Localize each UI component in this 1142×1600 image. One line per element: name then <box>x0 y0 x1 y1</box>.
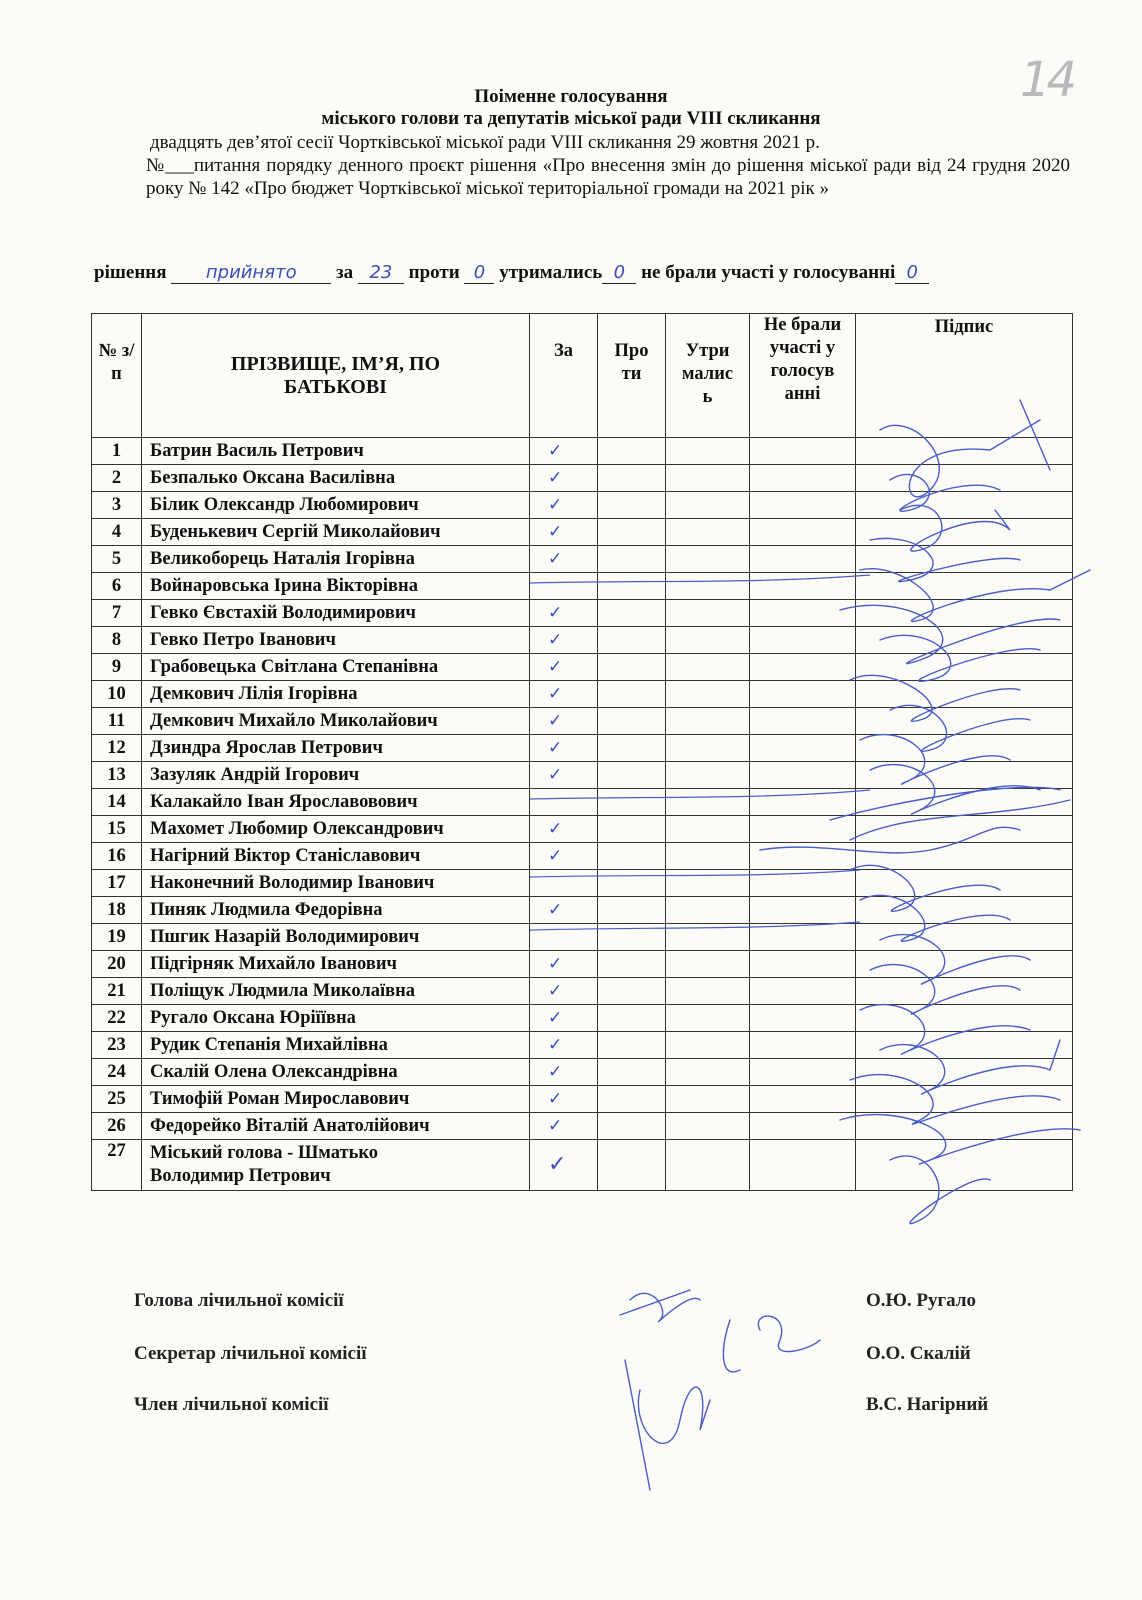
vote-for-cell: ✓ <box>530 681 598 708</box>
session-line: двадцять дев’ятої сесії Чортківської міської ради VIII скликання 29 жовтня 2021 р. <box>150 132 820 153</box>
decision-summary <box>94 262 929 284</box>
vote-for-cell: ✓ <box>530 546 598 573</box>
vote-abstained-cell <box>666 1086 750 1113</box>
row-name: Великоборець Наталія Ігорівна <box>142 546 530 573</box>
vote-for-cell: ✓ <box>530 438 598 465</box>
row-name: Махомет Любомир Олександрович <box>142 816 530 843</box>
row-number: 1 <box>92 438 142 465</box>
against-label: проти <box>408 262 460 283</box>
row-name: Пиняк Людмила Федорівна <box>142 897 530 924</box>
vote-for-cell: ✓ <box>530 1113 598 1140</box>
vote-abstained-cell <box>666 1140 750 1191</box>
vote-for-cell: ✓ <box>530 492 598 519</box>
row-name: Нагірний Віктор Станіславович <box>142 843 530 870</box>
row-number: 27 <box>92 1140 142 1191</box>
vote-for-cell: ✓ <box>530 762 598 789</box>
row-number: 25 <box>92 1086 142 1113</box>
row-number: 12 <box>92 735 142 762</box>
vote-abstained-cell <box>666 546 750 573</box>
vote-for-cell: ✓ <box>530 816 598 843</box>
vote-abstained-cell <box>666 951 750 978</box>
row-number: 10 <box>92 681 142 708</box>
row-number: 17 <box>92 870 142 897</box>
vote-abstained-cell <box>666 1113 750 1140</box>
row-name: Зазуляк Андрій Ігорович <box>142 762 530 789</box>
vote-for-cell: ✓ <box>530 897 598 924</box>
row-number: 15 <box>92 816 142 843</box>
secretary-label: Секретар лічильної комісії <box>134 1343 367 1364</box>
vote-for-cell: ✓ <box>530 1059 598 1086</box>
vote-against-cell <box>598 492 666 519</box>
abstained-label: утримались <box>499 262 603 283</box>
row-name: Войнаровська Ірина Вікторівна <box>142 573 530 600</box>
header-signature: Підпис <box>856 314 1073 438</box>
vote-against-cell <box>598 438 666 465</box>
row-number: 20 <box>92 951 142 978</box>
row-number: 19 <box>92 924 142 951</box>
vote-for-cell: ✓ <box>530 600 598 627</box>
vote-against-cell <box>598 1086 666 1113</box>
for-value: 23 <box>358 263 404 284</box>
row-number: 4 <box>92 519 142 546</box>
row-number: 6 <box>92 573 142 600</box>
row-name: Пшгик Назарій Володимирович <box>142 924 530 951</box>
vote-for-cell: ✓ <box>530 627 598 654</box>
row-name: Скалій Олена Олександрівна <box>142 1059 530 1086</box>
row-name: Батрин Василь Петрович <box>142 438 530 465</box>
row-name: Білик Олександр Любомирович <box>142 492 530 519</box>
row-name: Грабовецька Світлана Степанівна <box>142 654 530 681</box>
vote-against-cell <box>598 465 666 492</box>
vote-for-cell: ✓ <box>530 978 598 1005</box>
row-name: Підгірняк Михайло Іванович <box>142 951 530 978</box>
vote-abstained-cell <box>666 465 750 492</box>
row-number: 9 <box>92 654 142 681</box>
document-header <box>0 86 1142 200</box>
strike-lines-ink <box>520 570 880 940</box>
vote-abstained-cell <box>666 492 750 519</box>
vote-against-cell <box>598 951 666 978</box>
vote-for-cell: ✓ <box>530 654 598 681</box>
row-number: 21 <box>92 978 142 1005</box>
row-number: 22 <box>92 1005 142 1032</box>
decision-label: рішення <box>94 262 167 283</box>
row-number: 3 <box>92 492 142 519</box>
vote-for-cell: ✓ <box>530 735 598 762</box>
row-name-line1: Міський голова - Шматько <box>150 1143 379 1163</box>
vote-abstained-cell <box>666 1059 750 1086</box>
vote-abstained-cell <box>666 978 750 1005</box>
row-name: Калакайло Іван Ярославовович <box>142 789 530 816</box>
row-number: 11 <box>92 708 142 735</box>
member-name: В.С. Нагірний <box>866 1394 989 1415</box>
vote-abstained-cell <box>666 1032 750 1059</box>
row-name: Ругало Оксана Юріїївна <box>142 1005 530 1032</box>
row-name: Буденькевич Сергій Миколайович <box>142 519 530 546</box>
vote-against-cell <box>598 1059 666 1086</box>
vote-for-cell: ✓ <box>530 1140 598 1191</box>
header-for: За <box>530 314 598 438</box>
row-number: 18 <box>92 897 142 924</box>
vote-abstained-cell <box>666 438 750 465</box>
document-subtitle: міського голови та депутатів міської ради VIII скликання <box>321 108 821 129</box>
document-title: Поіменне голосування <box>474 86 668 107</box>
abstained-value: 0 <box>602 263 636 284</box>
vote-for-cell: ✓ <box>530 1005 598 1032</box>
row-number: 16 <box>92 843 142 870</box>
row-name: Безпалько Оксана Василівна <box>142 465 530 492</box>
row-name-line2: Володимир Петрович <box>150 1166 331 1186</box>
secretary-name: О.О. Скалій <box>866 1343 971 1364</box>
vote-against-cell <box>598 546 666 573</box>
row-number: 2 <box>92 465 142 492</box>
vote-for-cell: ✓ <box>530 465 598 492</box>
row-name: Федорейко Віталій Анатолійович <box>142 1113 530 1140</box>
row-name: Демкович Лілія Ігорівна <box>142 681 530 708</box>
row-number: 23 <box>92 1032 142 1059</box>
page-number-mark: 14 <box>1020 52 1074 108</box>
vote-for-cell: ✓ <box>530 1032 598 1059</box>
row-number: 13 <box>92 762 142 789</box>
against-value: 0 <box>464 263 494 284</box>
member-label: Член лічильної комісії <box>134 1394 329 1415</box>
vote-for-cell: ✓ <box>530 1086 598 1113</box>
row-name: Дзиндра Ярослав Петрович <box>142 735 530 762</box>
header-not-voted: Не брали участі у голосув анні <box>750 314 856 438</box>
vote-for-cell: ✓ <box>530 843 598 870</box>
vote-abstained-cell <box>666 1005 750 1032</box>
for-label: за <box>336 262 354 283</box>
row-number: 7 <box>92 600 142 627</box>
decision-value: прийнято <box>171 263 331 284</box>
row-name: Гевко Євстахій Володимирович <box>142 600 530 627</box>
chair-name: О.Ю. Ругало <box>866 1290 976 1311</box>
header-against: Про ти <box>598 314 666 438</box>
vote-for-cell: ✓ <box>530 951 598 978</box>
vote-abstained-cell <box>666 519 750 546</box>
row-name: Тимофій Роман Мирославович <box>142 1086 530 1113</box>
chair-label: Голова лічильної комісії <box>134 1290 344 1311</box>
vote-for-cell: ✓ <box>530 708 598 735</box>
row-name: Демкович Михайло Миколайович <box>142 708 530 735</box>
vote-against-cell <box>598 1140 666 1191</box>
vote-against-cell <box>598 519 666 546</box>
vote-against-cell <box>598 978 666 1005</box>
header-num: № з/п <box>92 314 142 438</box>
commission-signatures-ink <box>610 1270 850 1500</box>
row-number: 26 <box>92 1113 142 1140</box>
row-number: 14 <box>92 789 142 816</box>
not-voted-value: 0 <box>895 263 929 284</box>
agenda-question: №___питання порядку денного проєкт рішення «Про внесення змін до рішення міської ради від 24 грудня 2020 року № 142 «Про бюджет Чортківської міської територіальної громади на 2021 рік » <box>146 155 1070 199</box>
vote-against-cell <box>598 1113 666 1140</box>
row-name: Наконечний Володимир Іванович <box>142 870 530 897</box>
row-number: 8 <box>92 627 142 654</box>
row-name: Поліщук Людмила Миколаївна <box>142 978 530 1005</box>
row-name: Рудик Степанія Михайлівна <box>142 1032 530 1059</box>
not-voted-label: не брали участі у голосуванні <box>641 262 896 283</box>
vote-for-cell: ✓ <box>530 519 598 546</box>
row-number: 24 <box>92 1059 142 1086</box>
vote-against-cell <box>598 1032 666 1059</box>
vote-against-cell <box>598 1005 666 1032</box>
row-name <box>142 1140 530 1191</box>
row-number: 5 <box>92 546 142 573</box>
row-name: Гевко Петро Іванович <box>142 627 530 654</box>
header-abstained: Утри малис ь <box>666 314 750 438</box>
header-name: ПРІЗВИЩЕ, ІМ’Я, ПО БАТЬКОВІ <box>142 314 530 438</box>
